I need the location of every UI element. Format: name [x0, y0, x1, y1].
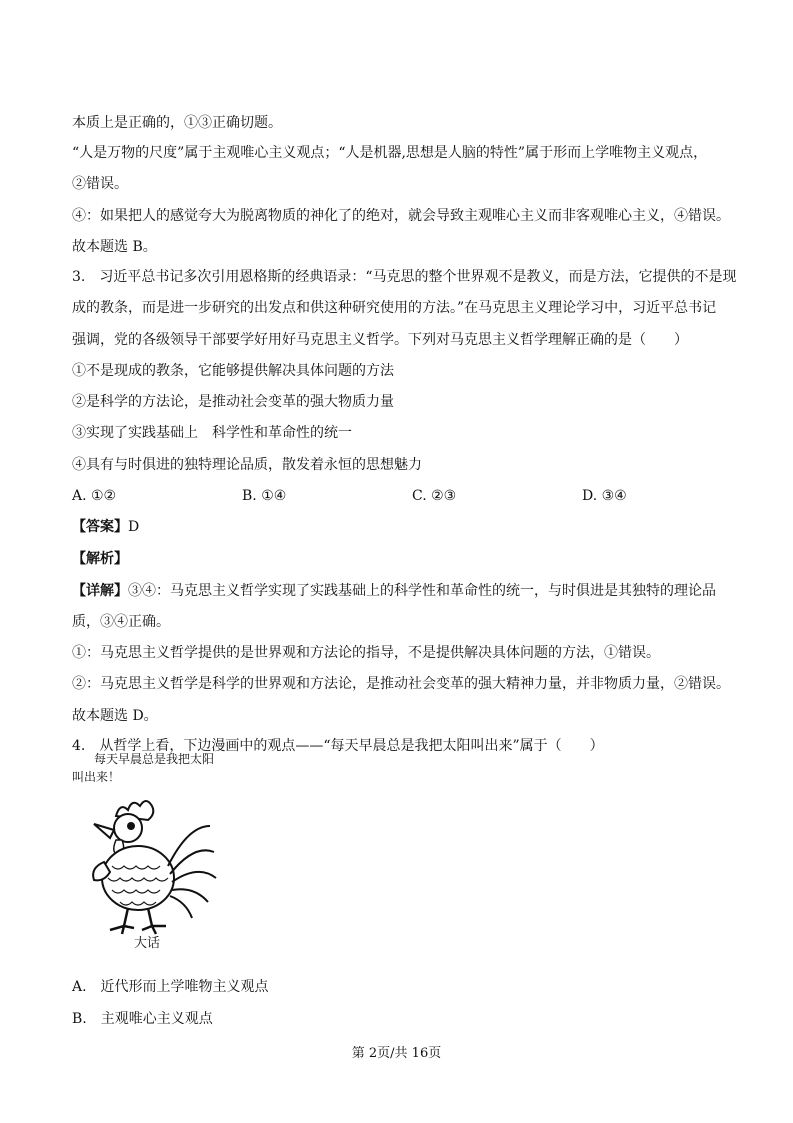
detail-line	[72, 582, 716, 600]
question-3-stem: 强调，党的各级领导干部要学好用好马克思主义哲学。下列对马克思主义哲学理解正确的是（ ）	[72, 332, 688, 348]
text-line: 故本题选 B。	[72, 239, 157, 255]
cartoon-caption: 大话	[134, 936, 161, 951]
question-3-stem: 成的教条，而是进一步研究的出发点和供这种研究使用的方法。”在马克思主义理论学习中，习近平总书记	[72, 300, 717, 316]
speech-text: 叫出来！	[72, 770, 121, 784]
question-4-stem: 4. 从哲学上看，下边漫画中的观点——“每天早晨总是我把太阳叫出来”属于（ ）	[72, 738, 604, 754]
speech-text: 每天早晨总是我把太阳	[94, 752, 215, 766]
option-a: A. ①②	[72, 488, 117, 504]
rooster-cartoon	[72, 748, 242, 953]
statement-3: ③实现了实践基础上 科学性和革命性的统一	[72, 425, 352, 441]
detail-text: ③④：马克思主义哲学实现了实践基础上的科学性和革命性的统一，与时俱进是其独特的理论品	[128, 583, 716, 599]
option-d: D. ③④	[582, 488, 627, 504]
option-b: B. ①④	[242, 488, 287, 504]
question-3-stem: 3. 习近平总书记多次引用恩格斯的经典语录：“马克思的整个世界观不是教义，而是方法，它提供的不是现	[72, 269, 737, 285]
rooster-icon	[76, 786, 226, 936]
statement-1: ①不是现成的教条，它能够提供解决具体问题的方法	[72, 363, 394, 379]
statement-4: ④具有与时俱进的独特理论品质，散发着永恒的思想魅力	[72, 457, 422, 473]
answer-value: D	[128, 519, 140, 535]
text-line: 本质上是正确的，①③正确切题。	[72, 115, 282, 131]
detail-label: 【详解】	[72, 583, 128, 599]
detail-line: 质，③④正确。	[72, 614, 170, 630]
text-line: “人是万物的尺度”属于主观唯心主义观点；“人是机器,思想是人脑的特性”属于形而上学唯物主义观点，	[72, 145, 708, 161]
text-line: ②错误。	[72, 176, 128, 192]
text-line: ④：如果把人的感觉夸大为脱离物质的神化了的绝对，就会导致主观唯心主义而非客观唯心主义，④错误。	[72, 208, 730, 224]
statement-2: ②是科学的方法论，是推动社会变革的强大物质力量	[72, 394, 394, 410]
analysis-label: 【解析】	[72, 551, 128, 567]
page-footer: 第 2页/共 16页	[351, 1046, 442, 1061]
answer-label: 【答案】	[72, 519, 128, 535]
detail-line: ①：马克思主义哲学提供的是世界观和方法论的指导，不是提供解决具体问题的方法，①错误。	[72, 645, 660, 661]
detail-line: 故本题选 D。	[72, 708, 158, 724]
option-c: C. ②③	[412, 488, 457, 504]
answer-line	[72, 518, 139, 536]
detail-line: ②：马克思主义哲学是科学的世界观和方法论，是推动社会变革的强大精神力量，并非物质力量，②错误。	[72, 676, 730, 692]
question-4-option-a: A. 近代形而上学唯物主义观点	[72, 979, 269, 995]
question-4-option-b: B. 主观唯心主义观点	[72, 1011, 213, 1027]
